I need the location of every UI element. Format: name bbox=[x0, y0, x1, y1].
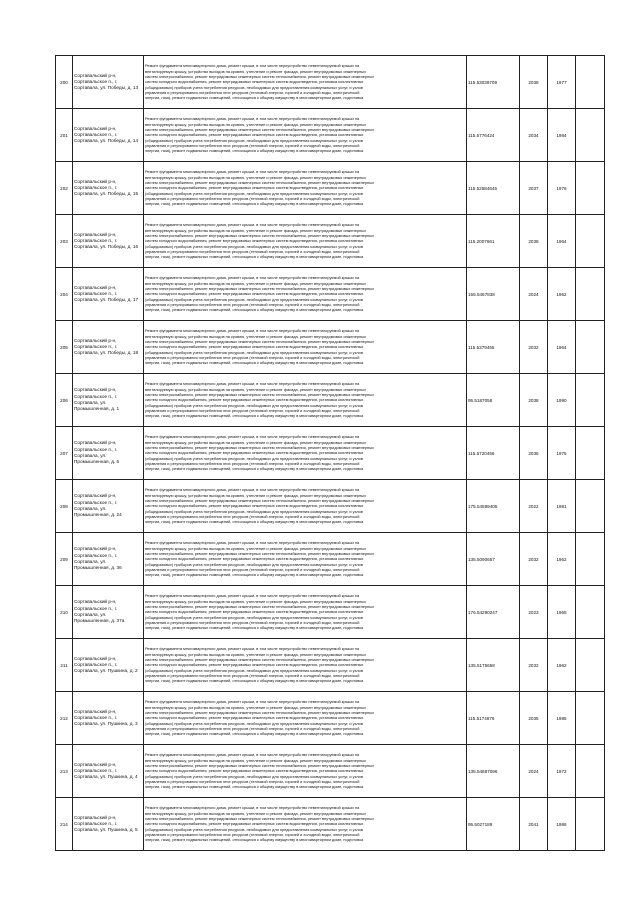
row-empty-cell bbox=[576, 56, 605, 109]
row-number: 200 bbox=[56, 56, 73, 109]
row-works-description: Ремонт фундамента многоквартирного дома, ремонт крыши, в том числе переустройство невентилируемой крыши на вентилируемую крышу, устройство выходов на кровлю, утепление и ремонт фасада, ремонт внутридомовых инженерных систем электроснабжения, ремонт внутридомовых инженерных систем теплоснабжения, ремонт внутридомовых инженерных систем холодного водоснабжения, ремонт внутридомовых инженерных систем водоотведения, установка коллективных (общедомовых) приборов учета потребления ресурсов, необходимых для предоставления коммунальных услуг, и узлов управления и регулирования потребления этих ресурсов (тепловой энергии, горячей и холодной воды, электрической энергии, газа), ремонт подвальных помещений, относящихся к общему имуществу в многоквартирном доме, подготовка bbox=[144, 321, 467, 374]
row-address: Сортавальский р-н, Сортавальское п., г. Сортавала, ул. Пушкина, д. 4 bbox=[73, 745, 144, 798]
row-planned-year: 2032 bbox=[520, 321, 548, 374]
row-build-year: 1972 bbox=[548, 745, 576, 798]
row-works-description: Ремонт фундамента многоквартирного дома, ремонт крыши, в том числе переустройство невентилируемой крыши на вентилируемую крышу, устройство выходов на кровлю, утепление и ремонт фасада, ремонт внутридомовых инженерных систем электроснабжения, ремонт внутридомовых инженерных систем теплоснабжения, ремонт внутридомовых инженерных систем холодного водоснабжения, ремонт внутридомовых инженерных систем водоотведения, установка коллективных (общедомовых) приборов учета потребления ресурсов, необходимых для предоставления коммунальных услуг, и узлов управления и регулирования потребления этих ресурсов (тепловой энергии, горячей и холодной воды, электрической энергии, газа), ремонт подвальных помещений, относящихся к общему имуществу в многоквартирном доме, подготовка bbox=[144, 639, 467, 692]
row-area-value: 156.5467838 bbox=[467, 268, 520, 321]
row-planned-year: 2034 bbox=[520, 109, 548, 162]
row-planned-year: 2041 bbox=[520, 798, 548, 851]
row-area-value: 95.5187058 bbox=[467, 374, 520, 427]
table-row bbox=[56, 586, 605, 639]
row-works-description: Ремонт фундамента многоквартирного дома, ремонт крыши, в том числе переустройство невентилируемой крыши на вентилируемую крышу, устройство выходов на кровлю, утепление и ремонт фасада, ремонт внутридомовых инженерных систем электроснабжения, ремонт внутридомовых инженерных систем теплоснабжения, ремонт внутридомовых инженерных систем холодного водоснабжения, ремонт внутридомовых инженерных систем водоотведения, установка коллективных (общедомовых) приборов учета потребления ресурсов, необходимых для предоставления коммунальных услуг, и узлов управления и регулирования потребления этих ресурсов (тепловой энергии, горячей и холодной воды, электрической энергии, газа), ремонт подвальных помещений, относящихся к общему имуществу в многоквартирном доме, подготовка bbox=[144, 798, 467, 851]
row-works-description: Ремонт фундамента многоквартирного дома, ремонт крыши, в том числе переустройство невентилируемой крыши на вентилируемую крышу, устройство выходов на кровлю, утепление и ремонт фасада, ремонт внутридомовых инженерных систем электроснабжения, ремонт внутридомовых инженерных систем теплоснабжения, ремонт внутридомовых инженерных систем холодного водоснабжения, ремонт внутридомовых инженерных систем водоотведения, установка коллективных (общедомовых) приборов учета потребления ресурсов, необходимых для предоставления коммунальных услуг, и узлов управления и регулирования потребления этих ресурсов (тепловой энергии, горячей и холодной воды, электрической энергии, газа), ремонт подвальных помещений, относящихся к общему имуществу в многоквартирном доме, подготовка bbox=[144, 109, 467, 162]
row-planned-year: 2038 bbox=[520, 374, 548, 427]
table-row bbox=[56, 268, 605, 321]
row-number: 202 bbox=[56, 162, 73, 215]
row-planned-year: 2036 bbox=[520, 427, 548, 480]
row-build-year: 1965 bbox=[548, 586, 576, 639]
row-build-year: 1962 bbox=[548, 533, 576, 586]
row-empty-cell bbox=[576, 268, 605, 321]
row-build-year: 1964 bbox=[548, 321, 576, 374]
row-build-year: 1962 bbox=[548, 639, 576, 692]
row-planned-year: 2037 bbox=[520, 162, 548, 215]
row-area-value: 115.5379455 bbox=[467, 321, 520, 374]
row-planned-year: 2024 bbox=[520, 745, 548, 798]
table-row bbox=[56, 639, 605, 692]
row-number: 209 bbox=[56, 533, 73, 586]
row-area-value: 115.5720456 bbox=[467, 427, 520, 480]
row-empty-cell bbox=[576, 374, 605, 427]
row-works-description: Ремонт фундамента многоквартирного дома, ремонт крыши, в том числе переустройство невентилируемой крыши на вентилируемую крышу, устройство выходов на кровлю, утепление и ремонт фасада, ремонт внутридомовых инженерных систем электроснабжения, ремонт внутридомовых инженерных систем теплоснабжения, ремонт внутридомовых инженерных систем холодного водоснабжения, ремонт внутридомовых инженерных систем водоотведения, установка коллективных (общедомовых) приборов учета потребления ресурсов, необходимых для предоставления коммунальных услуг, и узлов управления и регулирования потребления этих ресурсов (тепловой энергии, горячей и холодной воды, электрической энергии, газа), ремонт подвальных помещений, относящихся к общему имуществу в многоквартирном доме, подготовка bbox=[144, 162, 467, 215]
table-row bbox=[56, 692, 605, 745]
row-address: Сортавальский р-н, Сортавальское п., г. Сортавала, ул. Победы, д. 16 bbox=[73, 215, 144, 268]
row-works-description: Ремонт фундамента многоквартирного дома, ремонт крыши, в том числе переустройство невентилируемой крыши на вентилируемую крышу, устройство выходов на кровлю, утепление и ремонт фасада, ремонт внутридомовых инженерных систем электроснабжения, ремонт внутридомовых инженерных систем теплоснабжения, ремонт внутридомовых инженерных систем холодного водоснабжения, ремонт внутридомовых инженерных систем водоотведения, установка коллективных (общедомовых) приборов учета потребления ресурсов, необходимых для предоставления коммунальных услуг, и узлов управления и регулирования потребления этих ресурсов (тепловой энергии, горячей и холодной воды, электрической энергии, газа), ремонт подвальных помещений, относящихся к общему имуществу в многоквартирном доме, подготовка bbox=[144, 268, 467, 321]
row-planned-year: 2022 bbox=[520, 480, 548, 533]
table-row bbox=[56, 321, 605, 374]
row-area-value: 176.54290247 bbox=[467, 586, 520, 639]
row-number: 205 bbox=[56, 321, 73, 374]
row-number: 211 bbox=[56, 639, 73, 692]
table-row bbox=[56, 56, 605, 109]
row-number: 212 bbox=[56, 692, 73, 745]
row-number: 208 bbox=[56, 480, 73, 533]
row-number: 201 bbox=[56, 109, 73, 162]
table-row bbox=[56, 109, 605, 162]
row-empty-cell bbox=[576, 586, 605, 639]
repair-register-table bbox=[55, 55, 605, 851]
row-address: Сортавальский р-н, Сортавальское п., г. Сортавала, ул. Победы, д. 17 bbox=[73, 268, 144, 321]
row-number: 203 bbox=[56, 215, 73, 268]
row-planned-year: 2038 bbox=[520, 56, 548, 109]
row-empty-cell bbox=[576, 321, 605, 374]
row-build-year: 1990 bbox=[548, 374, 576, 427]
row-empty-cell bbox=[576, 427, 605, 480]
row-area-value: 135.54687096 bbox=[467, 745, 520, 798]
row-build-year: 1985 bbox=[548, 692, 576, 745]
row-empty-cell bbox=[576, 745, 605, 798]
table-row bbox=[56, 798, 605, 851]
row-address: Сортавальский р-н, Сортавальское п., г. Сортавала, ул. Пушкина, д. 3 bbox=[73, 692, 144, 745]
table-row bbox=[56, 745, 605, 798]
table-row bbox=[56, 162, 605, 215]
row-empty-cell bbox=[576, 639, 605, 692]
row-works-description: Ремонт фундамента многоквартирного дома, ремонт крыши, в том числе переустройство невентилируемой крыши на вентилируемую крышу, устройство выходов на кровлю, утепление и ремонт фасада, ремонт внутридомовых инженерных систем электроснабжения, ремонт внутридомовых инженерных систем теплоснабжения, ремонт внутридомовых инженерных систем холодного водоснабжения, ремонт внутридомовых инженерных систем водоотведения, установка коллективных (общедомовых) приборов учета потребления ресурсов, необходимых для предоставления коммунальных услуг, и узлов управления и регулирования потребления этих ресурсов (тепловой энергии, горячей и холодной воды, электрической энергии, газа), ремонт подвальных помещений, относящихся к общему имуществу в многоквартирном доме, подготовка bbox=[144, 427, 467, 480]
row-number: 207 bbox=[56, 427, 73, 480]
row-area-value: 115.5174876 bbox=[467, 692, 520, 745]
row-number: 204 bbox=[56, 268, 73, 321]
row-planned-year: 2024 bbox=[520, 268, 548, 321]
table-row bbox=[56, 533, 605, 586]
row-address: Сортавальский р-н, Сортавальское п., г. Сортавала, ул. Победы, д. 18 bbox=[73, 321, 144, 374]
row-address: Сортавальский р-н, Сортавальское п., г. Сортавала, ул. Победы, д. 13 bbox=[73, 56, 144, 109]
row-planned-year: 2032 bbox=[520, 533, 548, 586]
row-works-description: Ремонт фундамента многоквартирного дома, ремонт крыши, в том числе переустройство невентилируемой крыши на вентилируемую крышу, устройство выходов на кровлю, утепление и ремонт фасада, ремонт внутридомовых инженерных систем электроснабжения, ремонт внутридомовых инженерных систем теплоснабжения, ремонт внутридомовых инженерных систем холодного водоснабжения, ремонт внутридомовых инженерных систем водоотведения, установка коллективных (общедомовых) приборов учета потребления ресурсов, необходимых для предоставления коммунальных услуг, и узлов управления и регулирования потребления этих ресурсов (тепловой энергии, горячей и холодной воды, электрической энергии, газа), ремонт подвальных помещений, относящихся к общему имуществу в многоквартирном доме, подготовка bbox=[144, 56, 467, 109]
row-area-value: 115.5776424 bbox=[467, 109, 520, 162]
row-works-description: Ремонт фундамента многоквартирного дома, ремонт крыши, в том числе переустройство невентилируемой крыши на вентилируемую крышу, устройство выходов на кровлю, утепление и ремонт фасада, ремонт внутридомовых инженерных систем электроснабжения, ремонт внутридомовых инженерных систем теплоснабжения, ремонт внутридомовых инженерных систем холодного водоснабжения, ремонт внутридомовых инженерных систем водоотведения, установка коллективных (общедомовых) приборов учета потребления ресурсов, необходимых для предоставления коммунальных услуг, и узлов управления и регулирования потребления этих ресурсов (тепловой энергии, горячей и холодной воды, электрической энергии, газа), ремонт подвальных помещений, относящихся к общему имуществу в многоквартирном доме, подготовка bbox=[144, 692, 467, 745]
row-number: 213 bbox=[56, 745, 73, 798]
row-works-description: Ремонт фундамента многоквартирного дома, ремонт крыши, в том числе переустройство невентилируемой крыши на вентилируемую крышу, устройство выходов на кровлю, утепление и ремонт фасада, ремонт внутридомовых инженерных систем электроснабжения, ремонт внутридомовых инженерных систем теплоснабжения, ремонт внутридомовых инженерных систем холодного водоснабжения, ремонт внутридомовых инженерных систем водоотведения, установка коллективных (общедомовых) приборов учета потребления ресурсов, необходимых для предоставления коммунальных услуг, и узлов управления и регулирования потребления этих ресурсов (тепловой энергии, горячей и холодной воды, электрической энергии, газа), ремонт подвальных помещений, относящихся к общему имуществу в многоквартирном доме, подготовка bbox=[144, 374, 467, 427]
row-empty-cell bbox=[576, 215, 605, 268]
row-area-value: 135.5175658 bbox=[467, 639, 520, 692]
row-number: 206 bbox=[56, 374, 73, 427]
row-empty-cell bbox=[576, 109, 605, 162]
register-sheet bbox=[55, 55, 587, 851]
table-row bbox=[56, 215, 605, 268]
row-build-year: 1975 bbox=[548, 427, 576, 480]
row-empty-cell bbox=[576, 480, 605, 533]
row-build-year: 1984 bbox=[548, 109, 576, 162]
row-build-year: 1976 bbox=[548, 162, 576, 215]
row-planned-year: 2035 bbox=[520, 692, 548, 745]
row-build-year: 1964 bbox=[548, 215, 576, 268]
row-works-description: Ремонт фундамента многоквартирного дома, ремонт крыши, в том числе переустройство невентилируемой крыши на вентилируемую крышу, устройство выходов на кровлю, утепление и ремонт фасада, ремонт внутридомовых инженерных систем электроснабжения, ремонт внутридомовых инженерных систем теплоснабжения, ремонт внутридомовых инженерных систем холодного водоснабжения, ремонт внутридомовых инженерных систем водоотведения, установка коллективных (общедомовых) приборов учета потребления ресурсов, необходимых для предоставления коммунальных услуг, и узлов управления и регулирования потребления этих ресурсов (тепловой энергии, горячей и холодной воды, электрической энергии, газа), ремонт подвальных помещений, относящихся к общему имуществу в многоквартирном доме, подготовка bbox=[144, 215, 467, 268]
row-planned-year: 2038 bbox=[520, 215, 548, 268]
row-build-year: 1986 bbox=[548, 798, 576, 851]
row-address: Сортавальский р-н, Сортавальское п., г. Сортавала, ул. Промышленная, д. 36 bbox=[73, 533, 144, 586]
row-number: 214 bbox=[56, 798, 73, 851]
row-area-value: 115.2007661 bbox=[467, 215, 520, 268]
row-area-value: 175.54599405 bbox=[467, 480, 520, 533]
row-address: Сортавальский р-н, Сортавальское п., г. Сортавала, ул. Промышленная, д. 6 bbox=[73, 427, 144, 480]
row-build-year: 1981 bbox=[548, 480, 576, 533]
row-address: Сортавальский р-н, Сортавальское п., г. Сортавала, ул. Победы, д. 14 bbox=[73, 109, 144, 162]
row-address: Сортавальский р-н, Сортавальское п., г. Сортавала, ул. Пушкина, д. 2 bbox=[73, 639, 144, 692]
row-area-value: 135.5090657 bbox=[467, 533, 520, 586]
row-address: Сортавальский р-н, Сортавальское п., г. Сортавала, ул. Победы, д. 15 bbox=[73, 162, 144, 215]
table-body bbox=[56, 56, 605, 851]
row-empty-cell bbox=[576, 533, 605, 586]
row-works-description: Ремонт фундамента многоквартирного дома, ремонт крыши, в том числе переустройство невентилируемой крыши на вентилируемую крышу, устройство выходов на кровлю, утепление и ремонт фасада, ремонт внутридомовых инженерных систем электроснабжения, ремонт внутридомовых инженерных систем теплоснабжения, ремонт внутридомовых инженерных систем холодного водоснабжения, ремонт внутридомовых инженерных систем водоотведения, установка коллективных (общедомовых) приборов учета потребления ресурсов, необходимых для предоставления коммунальных услуг, и узлов управления и регулирования потребления этих ресурсов (тепловой энергии, горячей и холодной воды, электрической энергии, газа), ремонт подвальных помещений, относящихся к общему имуществу в многоквартирном доме, подготовка bbox=[144, 480, 467, 533]
row-area-value: 115.52584645 bbox=[467, 162, 520, 215]
row-area-value: 95.5027189 bbox=[467, 798, 520, 851]
row-address: Сортавальский р-н, Сортавальское п., г. Сортавала, ул. Промышленная, д. 1 bbox=[73, 374, 144, 427]
row-planned-year: 2023 bbox=[520, 586, 548, 639]
row-empty-cell bbox=[576, 798, 605, 851]
row-address: Сортавальский р-н, Сортавальское п., г. Сортавала, ул. Промышленная, д. 24 bbox=[73, 480, 144, 533]
row-works-description: Ремонт фундамента многоквартирного дома, ремонт крыши, в том числе переустройство невентилируемой крыши на вентилируемую крышу, устройство выходов на кровлю, утепление и ремонт фасада, ремонт внутридомовых инженерных систем электроснабжения, ремонт внутридомовых инженерных систем теплоснабжения, ремонт внутридомовых инженерных систем холодного водоснабжения, ремонт внутридомовых инженерных систем водоотведения, установка коллективных (общедомовых) приборов учета потребления ресурсов, необходимых для предоставления коммунальных услуг, и узлов управления и регулирования потребления этих ресурсов (тепловой энергии, горячей и холодной воды, электрической энергии, газа), ремонт подвальных помещений, относящихся к общему имуществу в многоквартирном доме, подготовка bbox=[144, 586, 467, 639]
row-works-description: Ремонт фундамента многоквартирного дома, ремонт крыши, в том числе переустройство невентилируемой крыши на вентилируемую крышу, устройство выходов на кровлю, утепление и ремонт фасада, ремонт внутридомовых инженерных систем электроснабжения, ремонт внутридомовых инженерных систем теплоснабжения, ремонт внутридомовых инженерных систем холодного водоснабжения, ремонт внутридомовых инженерных систем водоотведения, установка коллективных (общедомовых) приборов учета потребления ресурсов, необходимых для предоставления коммунальных услуг, и узлов управления и регулирования потребления этих ресурсов (тепловой энергии, горячей и холодной воды, электрической энергии, газа), ремонт подвальных помещений, относящихся к общему имуществу в многоквартирном доме, подготовка bbox=[144, 533, 467, 586]
row-build-year: 1962 bbox=[548, 268, 576, 321]
row-planned-year: 2032 bbox=[520, 639, 548, 692]
row-build-year: 1977 bbox=[548, 56, 576, 109]
row-address: Сортавальский р-н, Сортавальское п., г. Сортавала, ул. Промышленная, д. 37а bbox=[73, 586, 144, 639]
table-row bbox=[56, 374, 605, 427]
table-row bbox=[56, 480, 605, 533]
table-row bbox=[56, 427, 605, 480]
row-works-description: Ремонт фундамента многоквартирного дома, ремонт крыши, в том числе переустройство невентилируемой крыши на вентилируемую крышу, устройство выходов на кровлю, утепление и ремонт фасада, ремонт внутридомовых инженерных систем электроснабжения, ремонт внутридомовых инженерных систем теплоснабжения, ремонт внутридомовых инженерных систем холодного водоснабжения, ремонт внутридомовых инженерных систем водоотведения, установка коллективных (общедомовых) приборов учета потребления ресурсов, необходимых для предоставления коммунальных услуг, и узлов управления и регулирования потребления этих ресурсов (тепловой энергии, горячей и холодной воды, электрической энергии, газа), ремонт подвальных помещений, относящихся к общему имуществу в многоквартирном доме, подготовка bbox=[144, 745, 467, 798]
row-area-value: 115.53039709 bbox=[467, 56, 520, 109]
row-number: 210 bbox=[56, 586, 73, 639]
row-empty-cell bbox=[576, 162, 605, 215]
row-address: Сортавальский р-н, Сортавальское п., г. Сортавала, ул. Пушкина, д. 5 bbox=[73, 798, 144, 851]
row-empty-cell bbox=[576, 692, 605, 745]
